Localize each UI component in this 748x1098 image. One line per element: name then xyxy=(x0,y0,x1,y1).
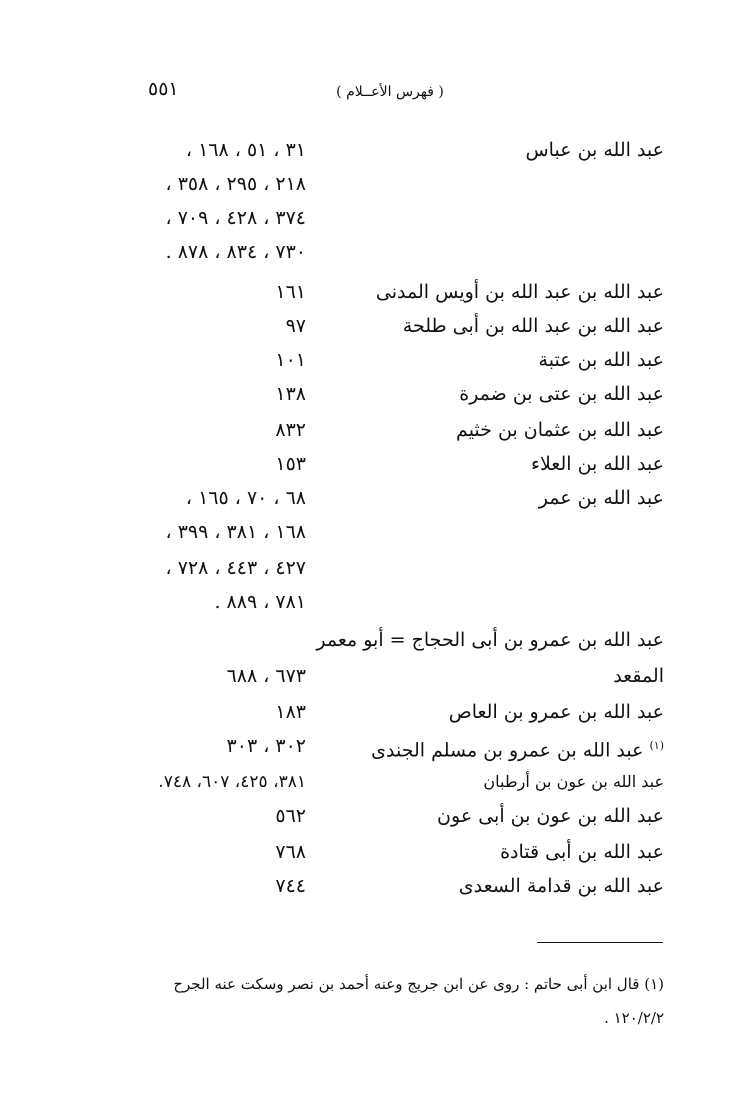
index-entry xyxy=(0,448,748,480)
entry-name: عبد الله بن أبى قتادة xyxy=(500,841,664,863)
entry-name: عبد الله بن عتبة xyxy=(538,349,664,371)
footnote-line-1: (١) قال ابن أبى حاتم : روى عن ابن جريج وعنه أحمد بن نصر وسكت عنه الجرح xyxy=(173,975,664,993)
entry-pages: ٣٠٢ ، ٣٠٣ xyxy=(226,735,306,757)
index-entry xyxy=(0,276,748,308)
entry-pages: ٣١ ، ٥١ ، ١٦٨ ، xyxy=(185,139,306,161)
entry-name: عبد الله بن العلاء xyxy=(531,453,664,475)
entry-pages: ٧٤٤ xyxy=(275,875,306,897)
entry-pages: ٩٧ xyxy=(285,315,306,337)
index-entry xyxy=(0,310,748,342)
running-header: ( فهرس الأعــلام ) xyxy=(336,84,444,100)
entry-pages: ١٠١ xyxy=(275,349,306,371)
index-entry xyxy=(0,378,748,410)
entry-name: عبد الله بن عبد الله بن أويس المدنى xyxy=(375,281,664,303)
index-entry xyxy=(0,730,748,762)
entry-name: عبد الله بن عتى بن ضمرة xyxy=(459,383,664,405)
footnote-marker: (١) xyxy=(649,739,664,752)
index-entry xyxy=(0,482,748,514)
entry-name: المقعد xyxy=(613,665,664,687)
index-entry xyxy=(0,870,748,902)
entry-name: عبد الله بن عثمان بن خثيم xyxy=(456,419,664,441)
index-entry xyxy=(0,766,748,798)
entry-name: عبد الله بن عمرو بن العاص xyxy=(448,701,664,723)
index-entry xyxy=(0,696,748,728)
index-entry xyxy=(0,168,748,200)
index-entry xyxy=(0,202,748,234)
entry-pages: ٤٢٧ ، ٤٤٣ ، ٧٢٨ ، xyxy=(165,557,306,579)
index-entry xyxy=(0,586,748,618)
entry-name: عبد الله بن عباس xyxy=(525,139,664,161)
index-entry xyxy=(0,236,748,268)
entry-pages: ٧٦٨ xyxy=(275,841,306,863)
entry-name: عبد الله بن عون بن أبى عون xyxy=(437,805,664,827)
footnote-divider xyxy=(537,942,663,943)
entry-pages: ٢١٨ ، ٢٩٥ ، ٣٥٨ ، xyxy=(165,173,306,195)
entry-pages: ١٥٣ xyxy=(275,453,306,475)
footnote-line-2: ١٢٠/٢/٢ . xyxy=(604,1009,664,1027)
entry-pages: ٧٨١ ، ٨٨٩ . xyxy=(214,591,306,613)
index-entry xyxy=(0,516,748,548)
entry-pages: ١٦٨ ، ٣٨١ ، ٣٩٩ ، xyxy=(165,521,306,543)
entry-name: عبد الله بن عمر xyxy=(538,487,664,509)
entry-name: عبد الله بن قدامة السعدى xyxy=(458,875,664,897)
entry-name: عبد الله بن عمرو بن أبى الحجاج = أبو معمر xyxy=(316,629,664,651)
index-entry xyxy=(0,344,748,376)
index-entry xyxy=(0,800,748,832)
entry-pages: ٧٣٠ ، ٨٣٤ ، ٨٧٨ . xyxy=(165,241,306,263)
index-entry xyxy=(0,552,748,584)
index-entry xyxy=(0,660,748,692)
entry-pages: ١٨٣ xyxy=(275,701,306,723)
entry-pages: ٨٣٢ xyxy=(275,419,306,441)
page-number: ٥٥١ xyxy=(148,78,179,100)
entry-name xyxy=(371,730,664,766)
index-entry xyxy=(0,624,748,656)
entry-pages: ٣٨١، ٤٢٥، ٦٠٧، ٧٤٨. xyxy=(158,772,306,792)
entry-pages: ٦٨ ، ٧٠ ، ١٦٥ ، xyxy=(185,487,306,509)
index-entry xyxy=(0,836,748,868)
entry-name-text: عبد الله بن عمرو بن مسلم الجندى xyxy=(371,739,644,762)
index-entry xyxy=(0,414,748,446)
entry-pages: ٦٧٣ ، ٦٨٨ xyxy=(226,665,306,687)
entry-pages: ١٣٨ xyxy=(275,383,306,405)
entry-pages: ٥٦٢ xyxy=(275,805,306,827)
index-entry xyxy=(0,134,748,166)
entry-pages: ٣٧٤ ، ٤٢٨ ، ٧٠٩ ، xyxy=(165,207,306,229)
entry-pages: ١٦١ xyxy=(275,281,306,303)
entry-name: عبد الله بن عبد الله بن أبى طلحة xyxy=(402,315,664,337)
entry-name: عبد الله بن عون بن أرطبان xyxy=(483,772,664,791)
